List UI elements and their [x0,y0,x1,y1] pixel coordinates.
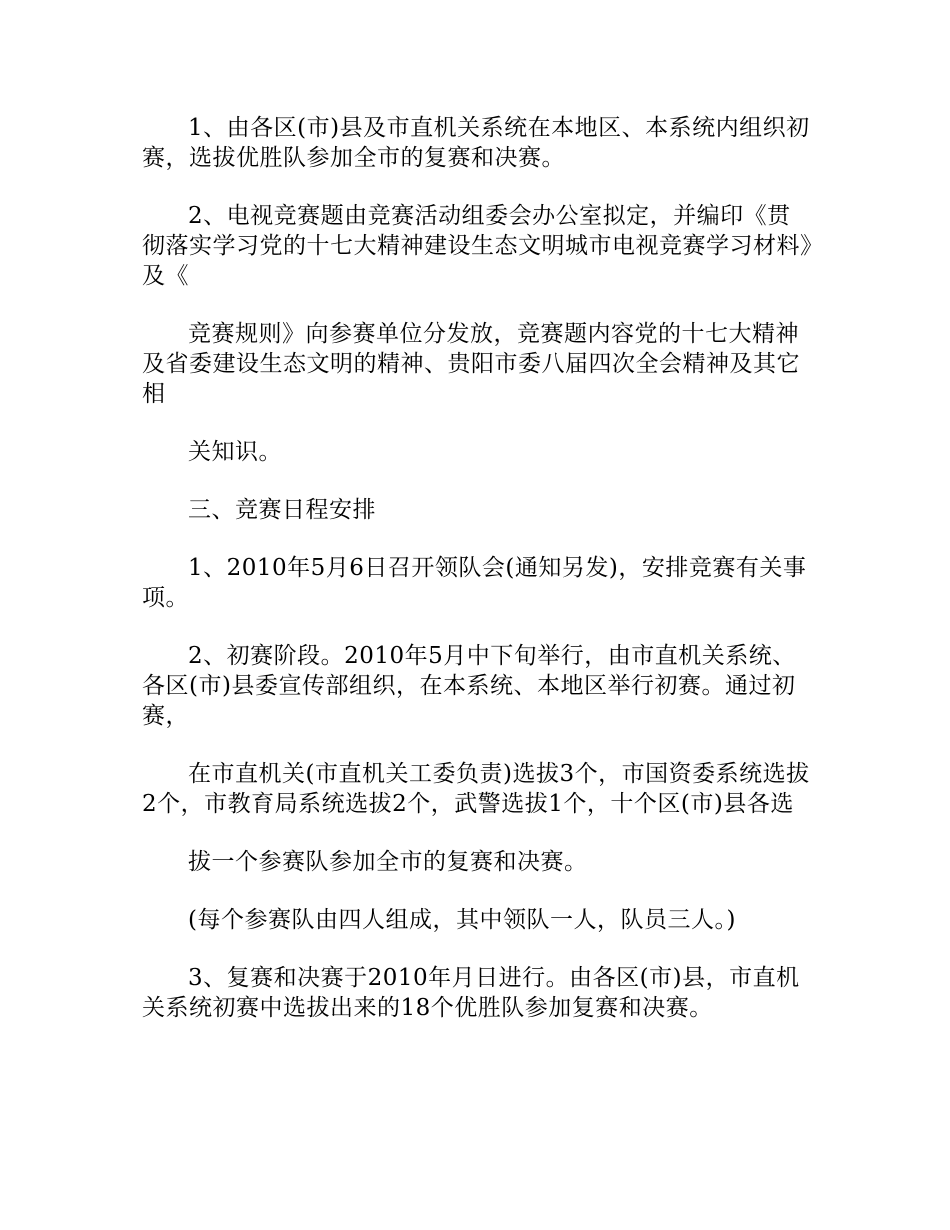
paragraph-8: 在市直机关(市直机关工委负责)选拔3个，市国资委系统选拔2个，市教育局系统选拔2个，武警选拔1个，十个区(市)县各选 [142,761,810,817]
paragraph-4: 关知识。 [188,439,282,465]
paragraph-3: 竞赛规则》向参赛单位分发放，竞赛题内容党的十七大精神及省委建设生态文明的精神、贵阳市委八届四次全会精神及其它相 [142,321,800,407]
paragraph-6: 1、2010年5月6日召开领队会(通知另发)，安排竞赛有关事项。 [142,555,807,611]
paragraph-1: 1、由各区(市)县及市直机关系统在本地区、本系统内组织初赛，选拔优胜队参加全市的复赛和决赛。 [142,115,810,171]
paragraph-11: 3、复赛和决赛于2010年月日进行。由各区(市)县，市直机关系统初赛中选拔出来的18个优胜队参加复赛和决赛。 [142,965,800,1021]
section-heading: 三、竞赛日程安排 [188,497,376,523]
paragraph-9: 拔一个参赛队参加全市的复赛和决赛。 [188,849,588,875]
paragraph-7: 2、初赛阶段。2010年5月中下旬举行，由市直机关系统、各区(市)县委宣传部组织，在本系统、本地区举行初赛。通过初赛， [142,643,796,729]
paragraph-2: 2、电视竞赛题由竞赛活动组委会办公室拟定，并编印《贯彻落实学习党的十七大精神建设生态文明城市电视竞赛学习材料》及《 [142,203,812,289]
document-body [142,113,812,1051]
paragraph-10: (每个参赛队由四人组成，其中领队一人，队员三人。) [188,907,736,933]
